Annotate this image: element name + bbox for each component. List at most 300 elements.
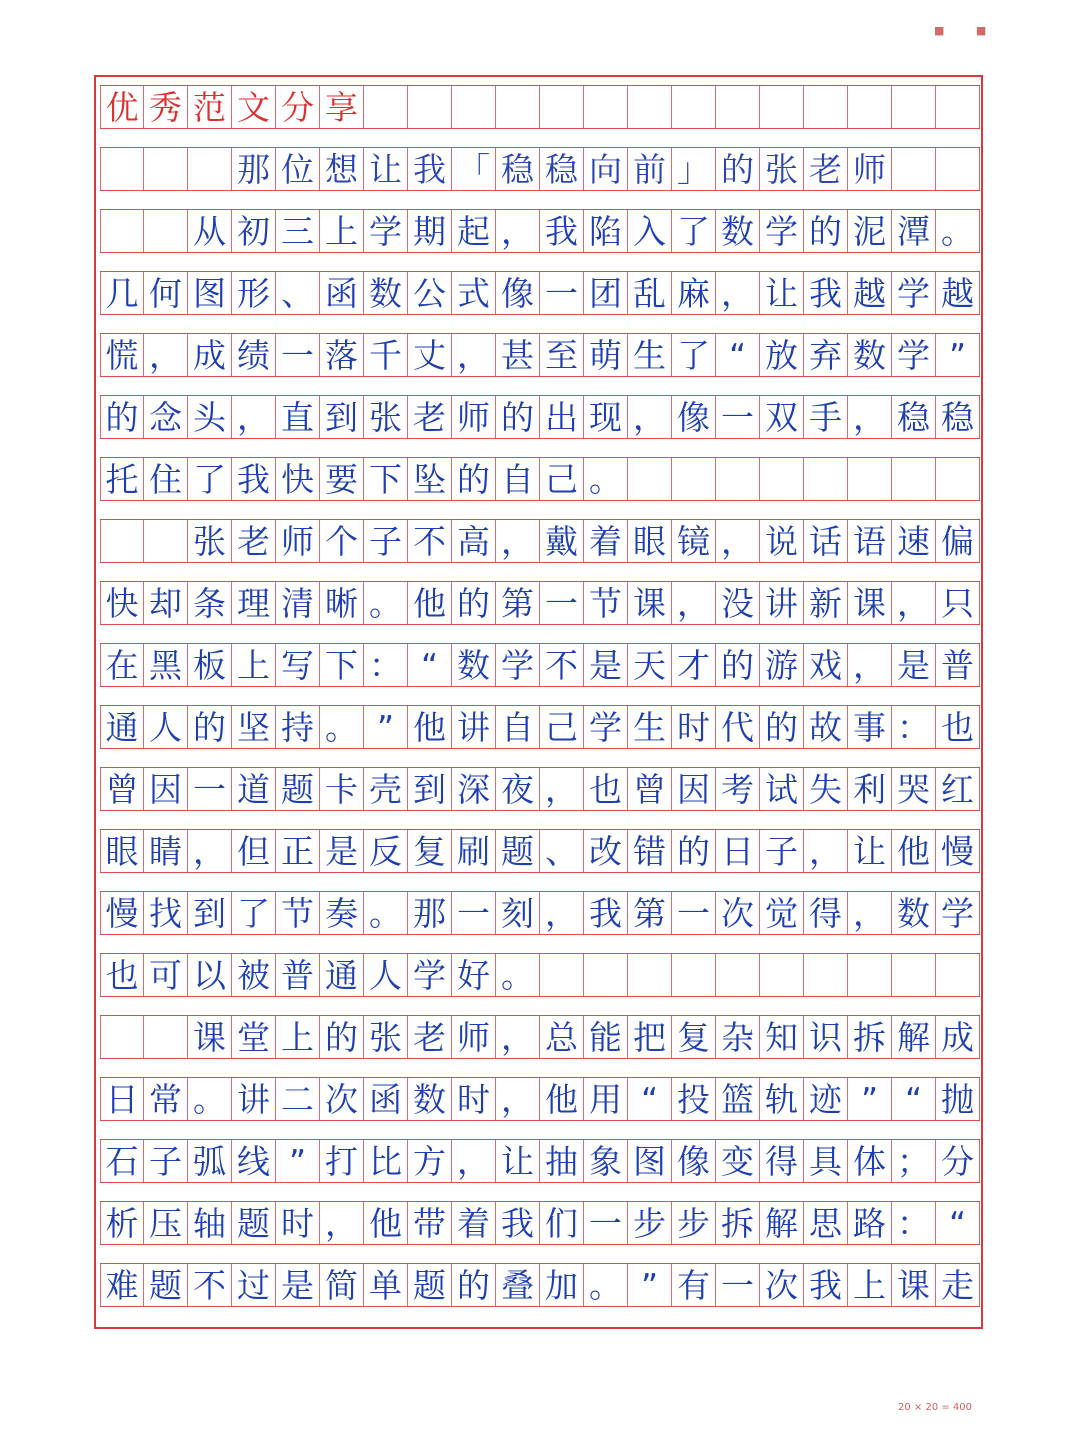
grid-cell: 语 xyxy=(848,520,892,562)
text-row xyxy=(100,829,980,873)
grid-cell: 讲 xyxy=(232,1078,276,1120)
composition-grid xyxy=(100,85,980,1325)
grid-cell: 师 xyxy=(452,1016,496,1058)
grid-cell: 。 xyxy=(188,1078,232,1120)
grid-cell: 、 xyxy=(276,272,320,314)
grid-cell: 抽 xyxy=(540,1140,584,1182)
grid-cell: 出 xyxy=(540,396,584,438)
grid-cell: 下 xyxy=(364,458,408,500)
grid-cell: 子 xyxy=(144,1140,188,1182)
grid-cell: 次 xyxy=(320,1078,364,1120)
grid-cell xyxy=(540,954,584,996)
grid-cell: 壳 xyxy=(364,768,408,810)
grid-cell: 节 xyxy=(276,892,320,934)
grid-cell: 我 xyxy=(232,458,276,500)
grid-cell: 的 xyxy=(804,210,848,252)
grid-cell: 拆 xyxy=(716,1202,760,1244)
grid-cell: 因 xyxy=(672,768,716,810)
grid-cell: 题 xyxy=(496,830,540,872)
grid-cell: 张 xyxy=(364,1016,408,1058)
grid-cell: 方 xyxy=(408,1140,452,1182)
grid-cell xyxy=(628,954,672,996)
grid-cell: 话 xyxy=(804,520,848,562)
grid-cell: 我 xyxy=(584,892,628,934)
grid-cell: 丈 xyxy=(408,334,452,376)
grid-cell: 题 xyxy=(408,1264,452,1306)
grid-cell: 一 xyxy=(188,768,232,810)
text-row xyxy=(100,271,980,315)
grid-cell: 清 xyxy=(276,582,320,624)
grid-cell: 公 xyxy=(408,272,452,314)
grid-cell: ： xyxy=(892,1202,936,1244)
grid-cell: 日 xyxy=(100,1078,144,1120)
grid-cell xyxy=(364,86,408,128)
grid-cell: 了 xyxy=(232,892,276,934)
grid-cell: 时 xyxy=(672,706,716,748)
grid-cell: 思 xyxy=(804,1202,848,1244)
grid-cell: 入 xyxy=(628,210,672,252)
text-row xyxy=(100,209,980,253)
grid-cell: 秀 xyxy=(144,86,188,128)
grid-cell: 是 xyxy=(584,644,628,686)
grid-cell: 把 xyxy=(628,1016,672,1058)
grid-cell: ； xyxy=(892,1140,936,1182)
grid-cell: 像 xyxy=(496,272,540,314)
grid-cell: 黑 xyxy=(144,644,188,686)
grid-cell: 子 xyxy=(760,830,804,872)
grid-cell: 的 xyxy=(100,396,144,438)
grid-cell: 课 xyxy=(892,1264,936,1306)
grid-cell xyxy=(716,954,760,996)
grid-cell: 乱 xyxy=(628,272,672,314)
grid-cell: 讲 xyxy=(452,706,496,748)
grid-cell: 。 xyxy=(584,458,628,500)
grid-cell: 让 xyxy=(848,830,892,872)
grid-cell xyxy=(672,458,716,500)
grid-cell: 刷 xyxy=(452,830,496,872)
grid-cell: 我 xyxy=(804,1264,848,1306)
grid-cell: 好 xyxy=(452,954,496,996)
grid-cell: 天 xyxy=(628,644,672,686)
grid-cell: 师 xyxy=(452,396,496,438)
grid-cell: 了 xyxy=(672,334,716,376)
grid-cell: 稳 xyxy=(892,396,936,438)
grid-cell xyxy=(584,86,628,128)
grid-cell: 的 xyxy=(452,458,496,500)
grid-cell: ， xyxy=(892,582,936,624)
grid-cell: 偏 xyxy=(936,520,980,562)
grid-cell: 的 xyxy=(716,644,760,686)
grid-cell: 深 xyxy=(452,768,496,810)
grid-cell: 潭 xyxy=(892,210,936,252)
grid-cell: 具 xyxy=(804,1140,848,1182)
grid-cell: 事 xyxy=(848,706,892,748)
grid-cell: 弧 xyxy=(188,1140,232,1182)
grid-cell: 是 xyxy=(892,644,936,686)
grid-cell: 识 xyxy=(804,1016,848,1058)
grid-cell: 利 xyxy=(848,768,892,810)
grid-cell: 初 xyxy=(232,210,276,252)
grid-cell: 分 xyxy=(276,86,320,128)
grid-cell: 文 xyxy=(232,86,276,128)
grid-cell xyxy=(672,954,716,996)
grid-cell: 我 xyxy=(540,210,584,252)
grid-cell: 学 xyxy=(936,892,980,934)
grid-cell: 次 xyxy=(760,1264,804,1306)
grid-cell xyxy=(408,86,452,128)
grid-cell: 慢 xyxy=(100,892,144,934)
grid-cell: 速 xyxy=(892,520,936,562)
grid-cell: 轴 xyxy=(188,1202,232,1244)
grid-cell: 们 xyxy=(540,1202,584,1244)
grid-cell xyxy=(936,148,980,190)
grid-cell: 泥 xyxy=(848,210,892,252)
grid-cell: 改 xyxy=(584,830,628,872)
grid-cell: 生 xyxy=(628,334,672,376)
grid-cell: 可 xyxy=(144,954,188,996)
grid-cell: 一 xyxy=(540,582,584,624)
grid-cell: 。 xyxy=(584,1264,628,1306)
text-row xyxy=(100,953,980,997)
grid-cell: 眼 xyxy=(628,520,672,562)
grid-cell: 位 xyxy=(276,148,320,190)
grid-cell: 镜 xyxy=(672,520,716,562)
grid-cell: 张 xyxy=(760,148,804,190)
grid-cell: 像 xyxy=(672,396,716,438)
grid-cell: 学 xyxy=(892,334,936,376)
grid-cell: 要 xyxy=(320,458,364,500)
grid-cell: 向 xyxy=(584,148,628,190)
text-row xyxy=(100,891,980,935)
grid-cell: 抛 xyxy=(936,1078,980,1120)
grid-cell: ， xyxy=(848,396,892,438)
grid-cell: 路 xyxy=(848,1202,892,1244)
grid-cell: 期 xyxy=(408,210,452,252)
grid-cell: 成 xyxy=(936,1016,980,1058)
grid-cell: 课 xyxy=(628,582,672,624)
grid-cell: 课 xyxy=(848,582,892,624)
grid-cell: 老 xyxy=(408,1016,452,1058)
grid-cell xyxy=(760,954,804,996)
grid-cell: 一 xyxy=(716,1264,760,1306)
grid-cell xyxy=(100,1016,144,1058)
grid-cell: 落 xyxy=(320,334,364,376)
grid-cell: 的 xyxy=(320,1016,364,1058)
grid-cell: 数 xyxy=(408,1078,452,1120)
grid-cell: 快 xyxy=(100,582,144,624)
grid-cell: ， xyxy=(496,210,540,252)
grid-cell: 眼 xyxy=(100,830,144,872)
grid-cell: ， xyxy=(496,1078,540,1120)
grid-cell xyxy=(716,458,760,500)
grid-cell xyxy=(936,458,980,500)
grid-cell: 。 xyxy=(320,706,364,748)
grid-cell: 我 xyxy=(804,272,848,314)
grid-cell: 老 xyxy=(408,396,452,438)
grid-cell: 下 xyxy=(320,644,364,686)
text-row xyxy=(100,581,980,625)
grid-cell: 普 xyxy=(936,644,980,686)
grid-cell: 。 xyxy=(936,210,980,252)
grid-cell: ， xyxy=(848,892,892,934)
grid-cell xyxy=(760,458,804,500)
grid-cell: 着 xyxy=(452,1202,496,1244)
grid-cell: 难 xyxy=(100,1264,144,1306)
grid-cell: 稳 xyxy=(936,396,980,438)
grid-cell: 得 xyxy=(804,892,848,934)
grid-cell: 杂 xyxy=(716,1016,760,1058)
grid-cell: 总 xyxy=(540,1016,584,1058)
grid-cell: 失 xyxy=(804,768,848,810)
grid-cell: ” xyxy=(276,1140,320,1182)
grid-cell: 变 xyxy=(716,1140,760,1182)
grid-cell: 题 xyxy=(276,768,320,810)
grid-cell: 式 xyxy=(452,272,496,314)
grid-cell: “ xyxy=(936,1202,980,1244)
grid-cell: 他 xyxy=(892,830,936,872)
grid-cell: 在 xyxy=(100,644,144,686)
grid-cell xyxy=(760,86,804,128)
grid-cell: 夜 xyxy=(496,768,540,810)
grid-cell: 到 xyxy=(408,768,452,810)
grid-cell: 」 xyxy=(672,148,716,190)
grid-cell: 他 xyxy=(540,1078,584,1120)
grid-cell: 普 xyxy=(276,954,320,996)
grid-cell: 何 xyxy=(144,272,188,314)
grid-cell: 前 xyxy=(628,148,672,190)
grid-cell: 那 xyxy=(408,892,452,934)
grid-cell: 曾 xyxy=(628,768,672,810)
grid-cell: 坚 xyxy=(232,706,276,748)
heading-row xyxy=(100,85,980,129)
grid-cell: 卡 xyxy=(320,768,364,810)
grid-cell: 晰 xyxy=(320,582,364,624)
grid-cell: 自 xyxy=(496,458,540,500)
grid-cell xyxy=(584,954,628,996)
grid-cell: 带 xyxy=(408,1202,452,1244)
grid-cell xyxy=(100,210,144,252)
grid-cell: 一 xyxy=(716,396,760,438)
grid-cell: ， xyxy=(188,830,232,872)
corner-mark: ■ ■ xyxy=(934,24,1001,37)
grid-cell: 自 xyxy=(496,706,540,748)
grid-cell: 。 xyxy=(496,954,540,996)
grid-cell: 哭 xyxy=(892,768,936,810)
grid-cell: 一 xyxy=(584,1202,628,1244)
grid-cell: 的 xyxy=(716,148,760,190)
grid-cell: 己 xyxy=(540,706,584,748)
grid-cell: 解 xyxy=(760,1202,804,1244)
grid-cell: 体 xyxy=(848,1140,892,1182)
grid-cell: 步 xyxy=(672,1202,716,1244)
grid-cell: 人 xyxy=(364,954,408,996)
text-row xyxy=(100,767,980,811)
grid-cell: ， xyxy=(716,520,760,562)
text-row xyxy=(100,1015,980,1059)
grid-cell: “ xyxy=(408,644,452,686)
grid-cell: 复 xyxy=(408,830,452,872)
grid-cell: 师 xyxy=(276,520,320,562)
text-row xyxy=(100,705,980,749)
grid-cell: ， xyxy=(716,272,760,314)
text-row xyxy=(100,1201,980,1245)
grid-cell: ， xyxy=(452,334,496,376)
grid-cell: 快 xyxy=(276,458,320,500)
grid-cell: 学 xyxy=(892,272,936,314)
grid-cell: 到 xyxy=(188,892,232,934)
grid-cell: 生 xyxy=(628,706,672,748)
grid-cell: 人 xyxy=(144,706,188,748)
grid-cell: ， xyxy=(496,520,540,562)
grid-cell xyxy=(100,148,144,190)
grid-cell: 因 xyxy=(144,768,188,810)
grid-cell: 板 xyxy=(188,644,232,686)
grid-cell: 堂 xyxy=(232,1016,276,1058)
grid-cell: 慌 xyxy=(100,334,144,376)
grid-cell: 压 xyxy=(144,1202,188,1244)
grid-cell: 老 xyxy=(804,148,848,190)
text-row xyxy=(100,1139,980,1183)
grid-cell: 新 xyxy=(804,582,848,624)
grid-cell xyxy=(540,86,584,128)
grid-cell: 学 xyxy=(496,644,540,686)
grid-cell xyxy=(144,1016,188,1058)
grid-cell xyxy=(100,520,144,562)
grid-cell: 条 xyxy=(188,582,232,624)
grid-cell: 反 xyxy=(364,830,408,872)
grid-cell: 形 xyxy=(232,272,276,314)
grid-cell: 也 xyxy=(936,706,980,748)
grid-cell: ” xyxy=(848,1078,892,1120)
grid-cell: 知 xyxy=(760,1016,804,1058)
grid-cell: 的 xyxy=(188,706,232,748)
grid-cell: 刻 xyxy=(496,892,540,934)
grid-cell: 投 xyxy=(672,1078,716,1120)
grid-cell: ， xyxy=(540,892,584,934)
grid-cell: 想 xyxy=(320,148,364,190)
grid-cell: 让 xyxy=(496,1140,540,1182)
grid-cell: ， xyxy=(804,830,848,872)
grid-cell: 他 xyxy=(408,706,452,748)
grid-cell: 二 xyxy=(276,1078,320,1120)
grid-cell: 加 xyxy=(540,1264,584,1306)
grid-cell: ： xyxy=(892,706,936,748)
grid-cell: ， xyxy=(848,644,892,686)
grid-cell xyxy=(892,86,936,128)
grid-cell: 讲 xyxy=(760,582,804,624)
grid-cell: 他 xyxy=(408,582,452,624)
grid-cell: 坠 xyxy=(408,458,452,500)
grid-cell: 题 xyxy=(232,1202,276,1244)
grid-cell: 函 xyxy=(364,1078,408,1120)
grid-cell: “ xyxy=(628,1078,672,1120)
grid-cell xyxy=(144,210,188,252)
grid-cell: 象 xyxy=(584,1140,628,1182)
essay-title-row xyxy=(100,147,980,191)
grid-cell: 学 xyxy=(584,706,628,748)
grid-cell: 一 xyxy=(452,892,496,934)
grid-cell: ， xyxy=(496,1016,540,1058)
grid-cell: 持 xyxy=(276,706,320,748)
grid-cell: 常 xyxy=(144,1078,188,1120)
grid-cell: 理 xyxy=(232,582,276,624)
grid-cell: 不 xyxy=(188,1264,232,1306)
grid-cell: 个 xyxy=(320,520,364,562)
grid-cell: 、 xyxy=(540,830,584,872)
text-row xyxy=(100,1077,980,1121)
grid-cell: 慢 xyxy=(936,830,980,872)
text-row xyxy=(100,395,980,439)
grid-cell: 了 xyxy=(188,458,232,500)
grid-cell: 现 xyxy=(584,396,628,438)
text-row xyxy=(100,1263,980,1307)
grid-cell: ， xyxy=(628,396,672,438)
grid-cell: 代 xyxy=(716,706,760,748)
grid-cell xyxy=(144,520,188,562)
grid-cell: 试 xyxy=(760,768,804,810)
grid-cell: 比 xyxy=(364,1140,408,1182)
grid-cell: 却 xyxy=(144,582,188,624)
grid-cell: ， xyxy=(452,1140,496,1182)
grid-cell: 轨 xyxy=(760,1078,804,1120)
grid-cell: 几 xyxy=(100,272,144,314)
grid-cell: 奏 xyxy=(320,892,364,934)
grid-cell: ， xyxy=(144,334,188,376)
grid-cell: 没 xyxy=(716,582,760,624)
grid-cell: 图 xyxy=(188,272,232,314)
grid-cell: 数 xyxy=(848,334,892,376)
grid-cell: ， xyxy=(672,582,716,624)
grid-cell: “ xyxy=(892,1078,936,1120)
grid-cell: 放 xyxy=(760,334,804,376)
grid-cell: 上 xyxy=(232,644,276,686)
grid-cell: 课 xyxy=(188,1016,232,1058)
grid-cell: 我 xyxy=(408,148,452,190)
grid-cell: 曾 xyxy=(100,768,144,810)
grid-cell: 弃 xyxy=(804,334,848,376)
grid-cell: 找 xyxy=(144,892,188,934)
grid-cell: 一 xyxy=(276,334,320,376)
grid-cell: 让 xyxy=(364,148,408,190)
grid-cell: 简 xyxy=(320,1264,364,1306)
grid-cell: 考 xyxy=(716,768,760,810)
grid-cell: 只 xyxy=(936,582,980,624)
text-row xyxy=(100,519,980,563)
grid-cell: ， xyxy=(320,1202,364,1244)
grid-cell: 学 xyxy=(408,954,452,996)
grid-cell: 托 xyxy=(100,458,144,500)
grid-cell: 节 xyxy=(584,582,628,624)
grid-cell: 住 xyxy=(144,458,188,500)
grid-cell: ， xyxy=(232,396,276,438)
grid-cell: 线 xyxy=(232,1140,276,1182)
grid-cell: 团 xyxy=(584,272,628,314)
grid-cell: 他 xyxy=(364,1202,408,1244)
grid-cell xyxy=(892,148,936,190)
grid-cell: 正 xyxy=(276,830,320,872)
grid-cell: 老 xyxy=(232,520,276,562)
grid-cell: 被 xyxy=(232,954,276,996)
grid-cell xyxy=(848,458,892,500)
grid-cell: 范 xyxy=(188,86,232,128)
grid-cell xyxy=(936,86,980,128)
grid-cell: 了 xyxy=(672,210,716,252)
grid-cell: 上 xyxy=(276,1016,320,1058)
grid-cell: 游 xyxy=(760,644,804,686)
text-row xyxy=(100,333,980,377)
text-row xyxy=(100,643,980,687)
grid-cell: 学 xyxy=(364,210,408,252)
